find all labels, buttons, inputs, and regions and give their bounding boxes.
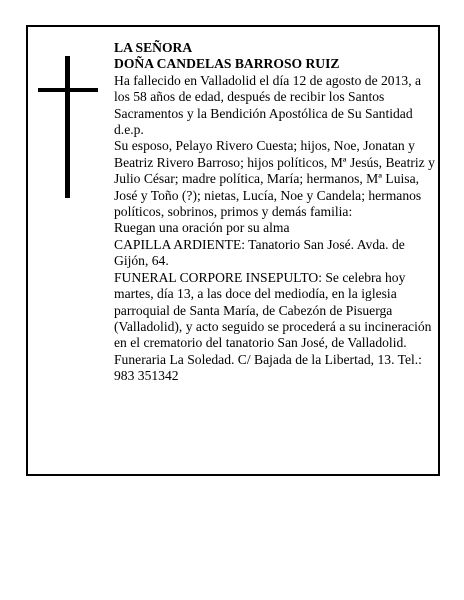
notice-title: LA SEÑORA — [114, 40, 193, 55]
prayer-request: Ruegan una oración por su alma — [114, 220, 290, 236]
notice-text — [114, 40, 438, 385]
funeral-home-info: Funeraria La Soledad. C/ Bajada de la Libertad, 13. Tel.: 983 351342 — [114, 351, 422, 384]
funeral-info: FUNERAL CORPORE INSEPULTO: Se celebra hoy martes, día 13, a las doce del mediodía, en la iglesia parroquial de Santa María, de Cabezón de Pisuerga (Valladolid), y acto seguido se procederá a su incineración en el crematorio del tanatorio San José, de Valladolid. — [114, 269, 432, 351]
family-list: Su esposo, Pelayo Rivero Cuesta; hijos, Noe, Jonatan y Beatriz Rivero Barroso; hijos políticos, Mª Jesús, Beatriz y Julio César; madre política, María; hermanos, Mª Luisa, José y Toño (?); nietas, Lucía, Noe y Candela; hermanos políticos, sobrinos, primos y demás familia: — [114, 138, 435, 220]
deceased-name: DOÑA CANDELAS BARROSO RUIZ — [114, 56, 340, 72]
cross-vertical-bar — [65, 56, 70, 198]
death-announcement: Ha fallecido en Valladolid el día 12 de agosto de 2013, a los 58 años de edad, después de recibir los Santos Sacramentos y la Bendición Apostólica de Su Santidad d.e.p. — [114, 72, 422, 138]
chapel-info: CAPILLA ARDIENTE: Tanatorio San José. Avda. de Gijón, 64. — [114, 236, 405, 269]
cross-icon — [38, 56, 98, 198]
obituary-notice — [26, 25, 440, 476]
cross-horizontal-bar — [38, 88, 98, 92]
